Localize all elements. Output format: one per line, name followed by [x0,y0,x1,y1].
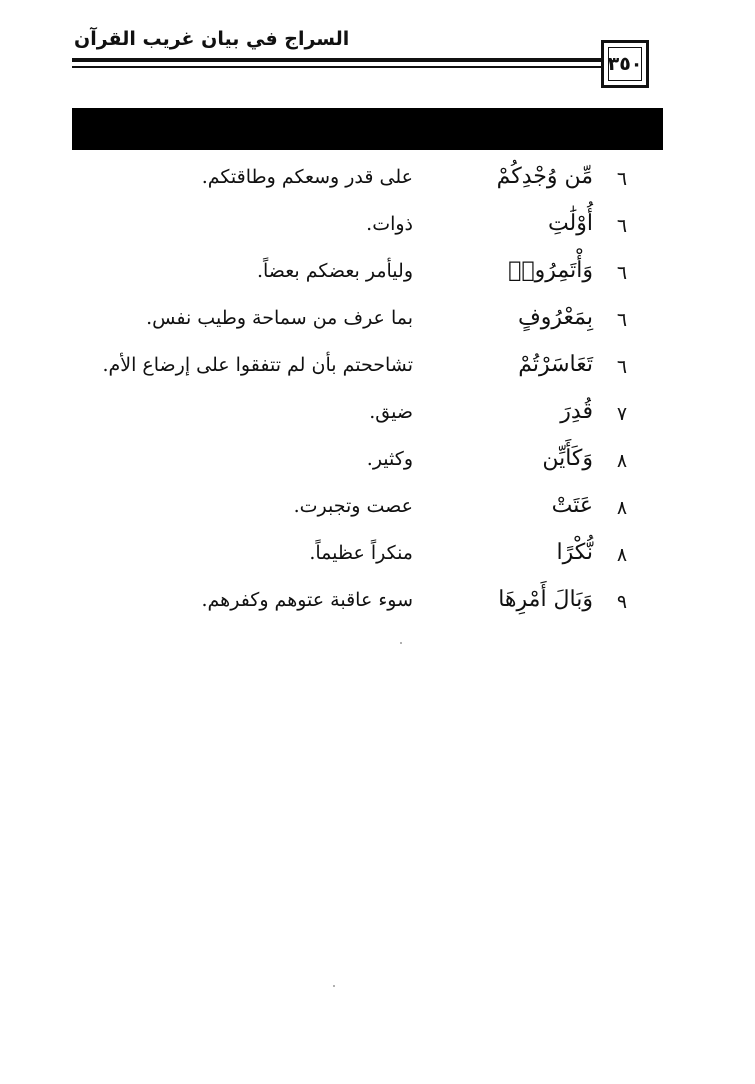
entry-row [0,491,755,537]
quran-word: نُّكْرًا [556,540,593,565]
word-meaning: ذوات. [366,213,413,235]
page-number: ٣٥٠ [608,47,642,81]
scan-speck [333,985,335,987]
book-title: السراج في بيان غريب القرآن [74,28,350,50]
entry-row [0,538,755,584]
entry-row [0,350,755,396]
quran-word: تَعَاسَرْتُمْ [518,352,593,377]
quran-word: قُدِرَ [560,399,593,424]
table-header-band [72,108,663,150]
header-rule-thin [72,66,603,68]
word-meaning: وكثير. [366,448,413,470]
quran-word: بِمَعْرُوفٍ [517,305,593,330]
header-rule-thick [72,58,603,62]
verse-number: ٦ [616,309,628,331]
word-meaning: وليأمر بعضكم بعضاً. [256,260,413,282]
quran-word: مِّن وُجْدِكُمْ [496,164,593,189]
verse-number: ٦ [616,356,628,378]
verse-number: ٨ [616,450,628,472]
verse-number: ٦ [616,215,628,237]
scan-speck [400,642,402,644]
word-meaning: سوء عاقبة عتوهم وكفرهم. [201,589,413,611]
verse-number: ٦ [616,262,628,284]
quran-word: وَكَأَيِّن [542,446,593,471]
entry-row [0,303,755,349]
quran-word: أُوْلَٰتِ [547,211,593,236]
verse-number: ٨ [616,497,628,519]
entry-row [0,162,755,208]
verse-number: ٨ [616,544,628,566]
verse-number: ٦ [616,168,628,190]
word-meaning: عصت وتجبرت. [293,495,413,517]
word-meaning: منكراً عظيماً. [309,542,413,564]
page-number-box [601,40,649,88]
word-meaning: بما عرف من سماحة وطيب نفس. [146,307,413,329]
entry-row [0,585,755,631]
quran-word: عَتَتْ [551,493,593,518]
word-meaning: على قدر وسعكم وطاقتكم. [201,166,413,188]
entry-row [0,209,755,255]
quran-word: وَبَالَ أَمْرِهَا [498,587,593,612]
word-meaning: ضيق. [369,401,413,423]
entry-row [0,397,755,443]
entry-row [0,444,755,490]
verse-number: ٧ [616,403,628,425]
verse-number: ٩ [616,591,628,613]
quran-word: وَأْتَمِرُوا۟ [508,258,593,283]
word-meaning: تشاححتم بأن لم تتفقوا على إرضاع الأم. [102,354,413,376]
entry-row [0,256,755,302]
